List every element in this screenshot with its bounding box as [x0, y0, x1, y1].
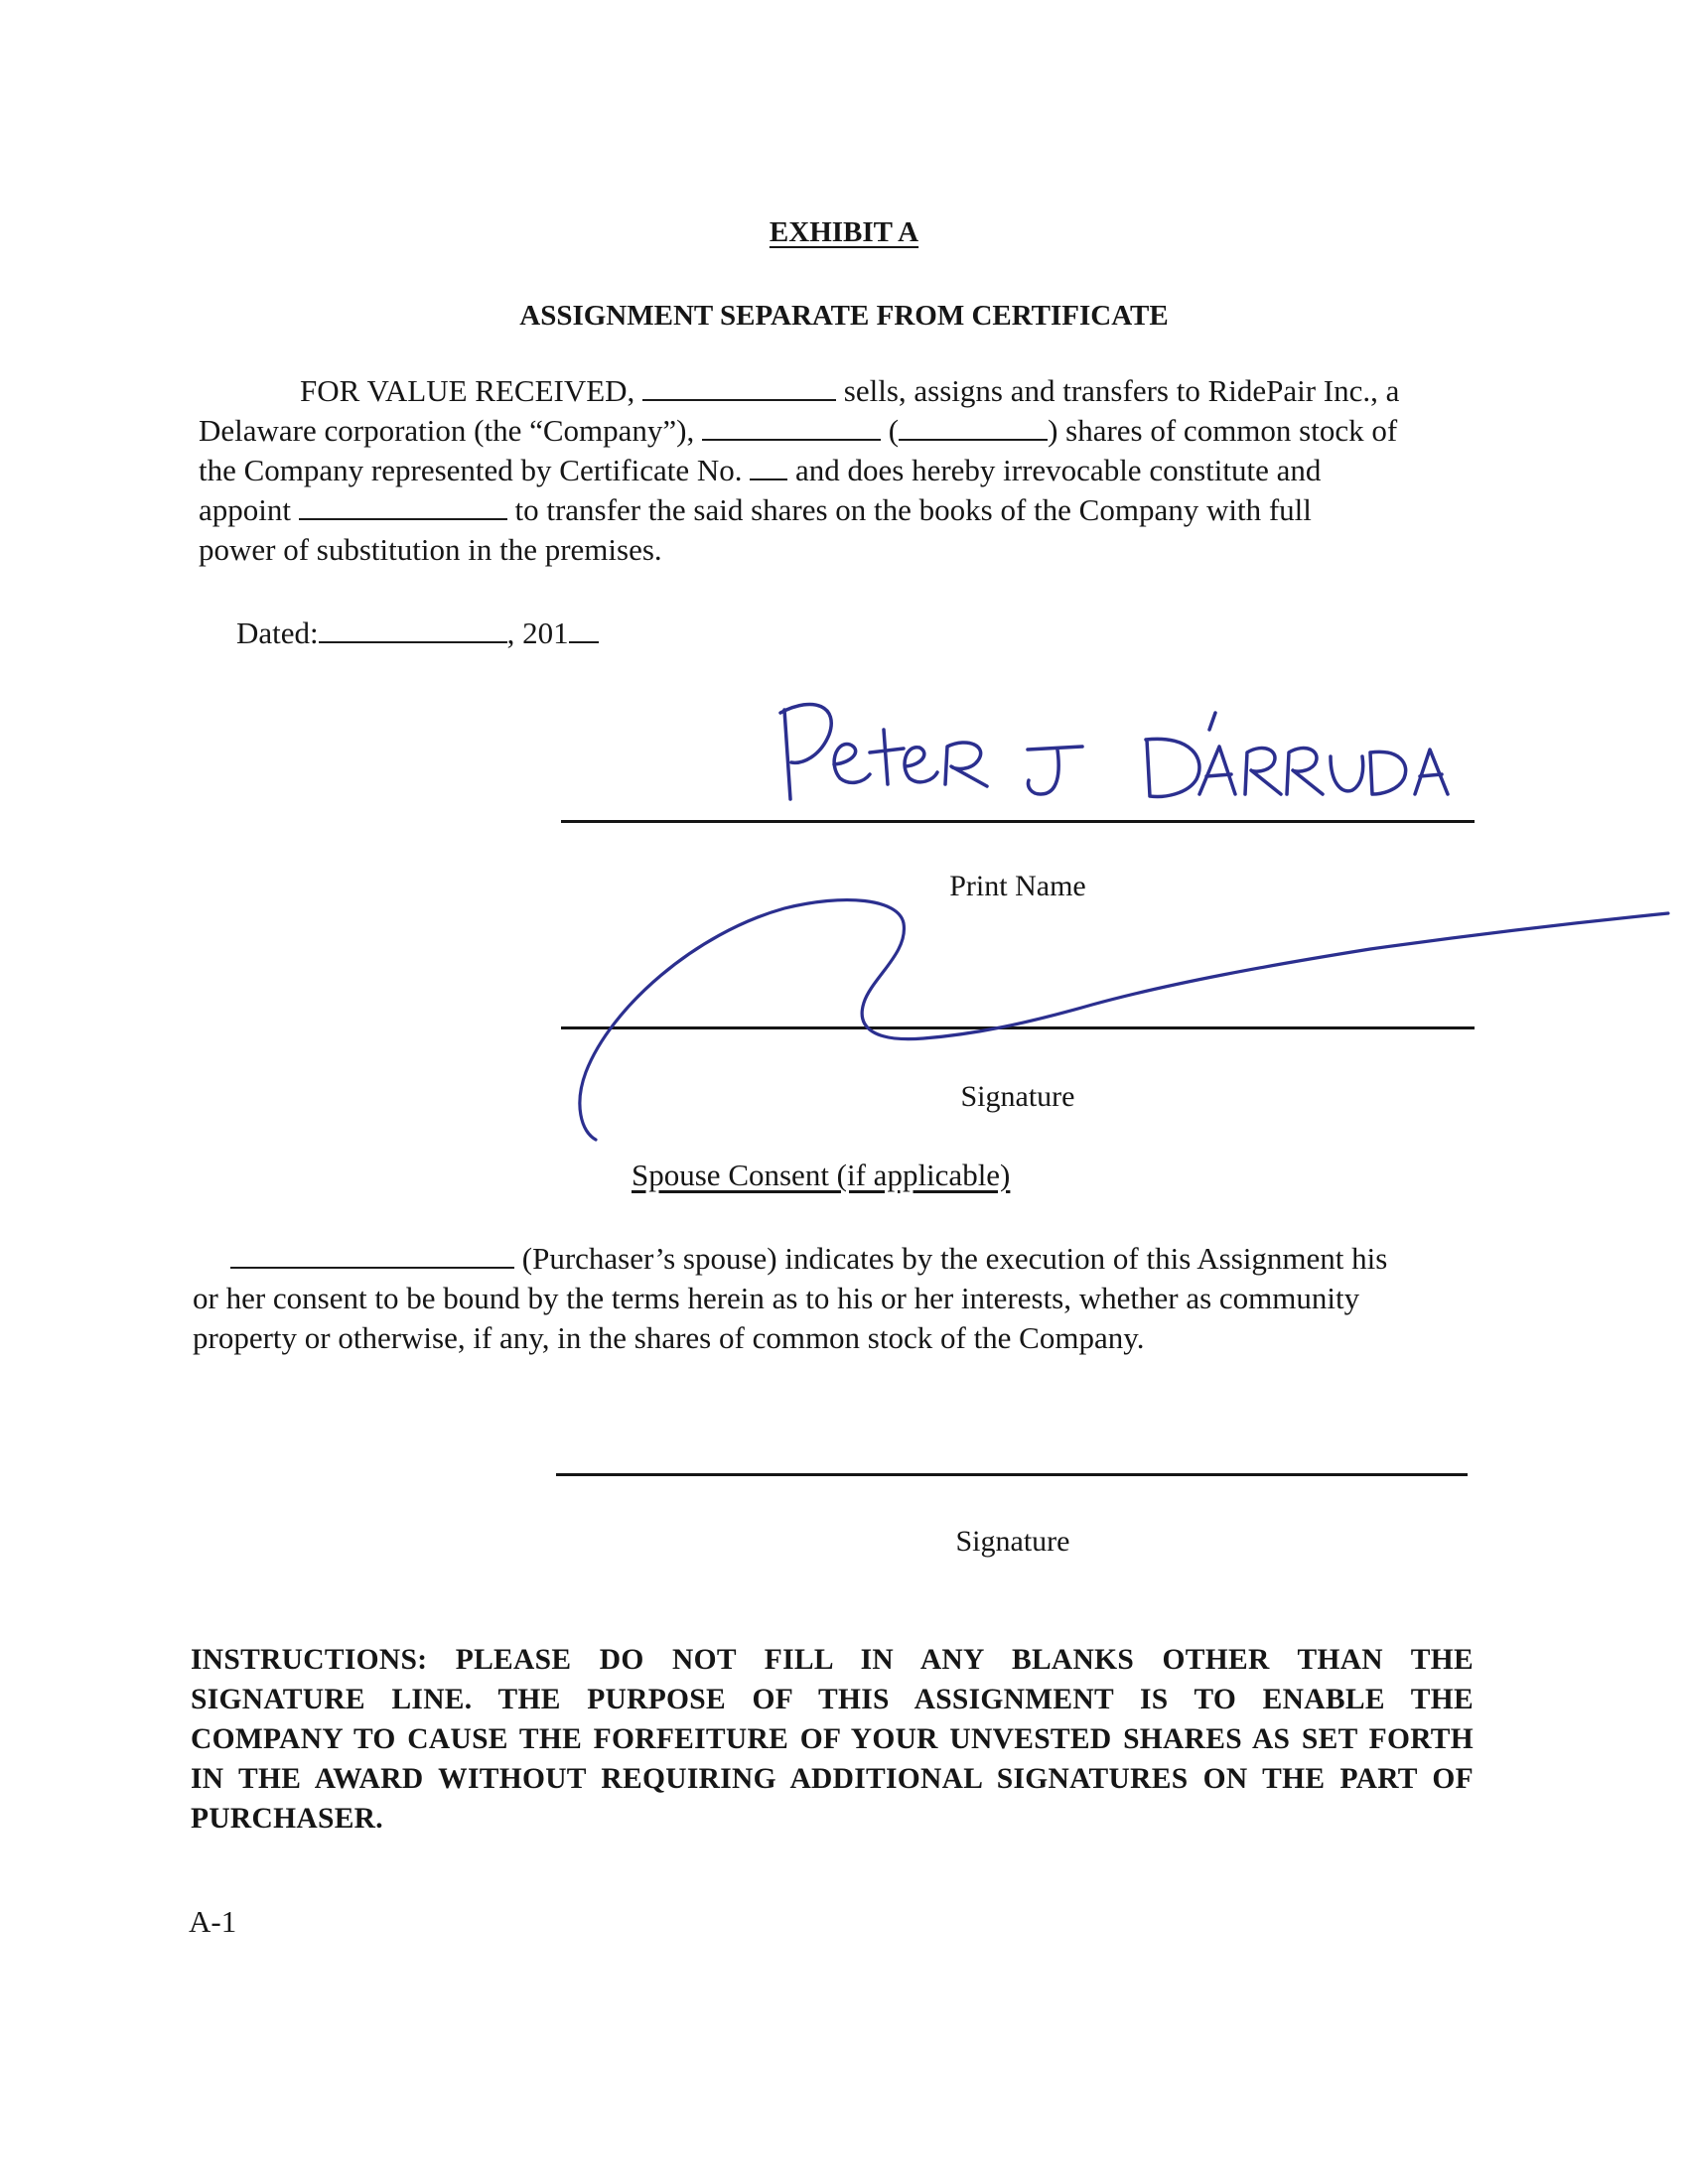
spouse-line-1-text: (Purchaser’s spouse) indicates by the execution of this Assignment his [521, 1241, 1388, 1276]
handwritten-print-name [780, 704, 1448, 799]
constitute-text: and does hereby irrevocable constitute and [794, 453, 1322, 487]
instructions-line-5: PURCHASER. [191, 1803, 383, 1835]
delaware-text: Delaware corporation (the “Company”), [199, 413, 695, 448]
print-name-label: Print Name [949, 870, 1086, 902]
sells-text: sells, assigns and transfers to RidePair Inc., a [843, 373, 1400, 408]
instructions-line-4: IN THE AWARD WITHOUT REQUIRING ADDITIONAL SIGNATURES ON THE PART OF [191, 1763, 1474, 1795]
instructions-line-1: INSTRUCTIONS: PLEASE DO NOT FILL IN ANY BLANKS OTHER THAN THE [191, 1644, 1474, 1676]
instructions-line-2: SIGNATURE LINE. THE PURPOSE OF THIS ASSIGNMENT IS TO ENABLE THE [191, 1684, 1474, 1715]
year-prefix: , 201 [506, 615, 569, 650]
spouse-name-blank [230, 1241, 514, 1269]
appoint-text: appoint [199, 492, 291, 527]
page-number: A-1 [189, 1904, 237, 1939]
spouse-signature-label: Signature [955, 1525, 1070, 1558]
open-paren: ( [888, 413, 900, 448]
for-value-text: FOR VALUE RECEIVED, [300, 373, 635, 408]
signature-label: Signature [960, 1080, 1075, 1113]
instructions-line-3: COMPANY TO CAUSE THE FORFEITURE OF YOUR UNVESTED SHARES AS SET FORTH [191, 1723, 1474, 1755]
certificate-text: the Company represented by Certificate No. [199, 453, 743, 487]
exhibit-title: EXHIBIT A [769, 216, 919, 248]
transfer-text: to transfer the said shares on the books of the Company with full [514, 492, 1312, 527]
spouse-line-3: property or otherwise, if any, in the shares of common stock of the Company. [193, 1320, 1145, 1355]
shares-common-text: ) shares of common stock of [1048, 413, 1398, 448]
document-title: ASSIGNMENT SEPARATE FROM CERTIFICATE [519, 300, 1169, 332]
dated-label: Dated: [236, 615, 319, 650]
spouse-signature-line [556, 1473, 1468, 1476]
instructions-block [191, 1640, 1474, 1839]
spouse-line-1 [230, 1239, 1387, 1279]
paragraph-line-5: power of substitution in the premises. [199, 532, 662, 567]
spouse-line-2: or her consent to be bound by the terms herein as to his or her interests, whether as community [193, 1281, 1360, 1315]
spouse-consent-heading: Spouse Consent (if applicable) [632, 1158, 1011, 1192]
handwritten-signature [580, 900, 1668, 1140]
